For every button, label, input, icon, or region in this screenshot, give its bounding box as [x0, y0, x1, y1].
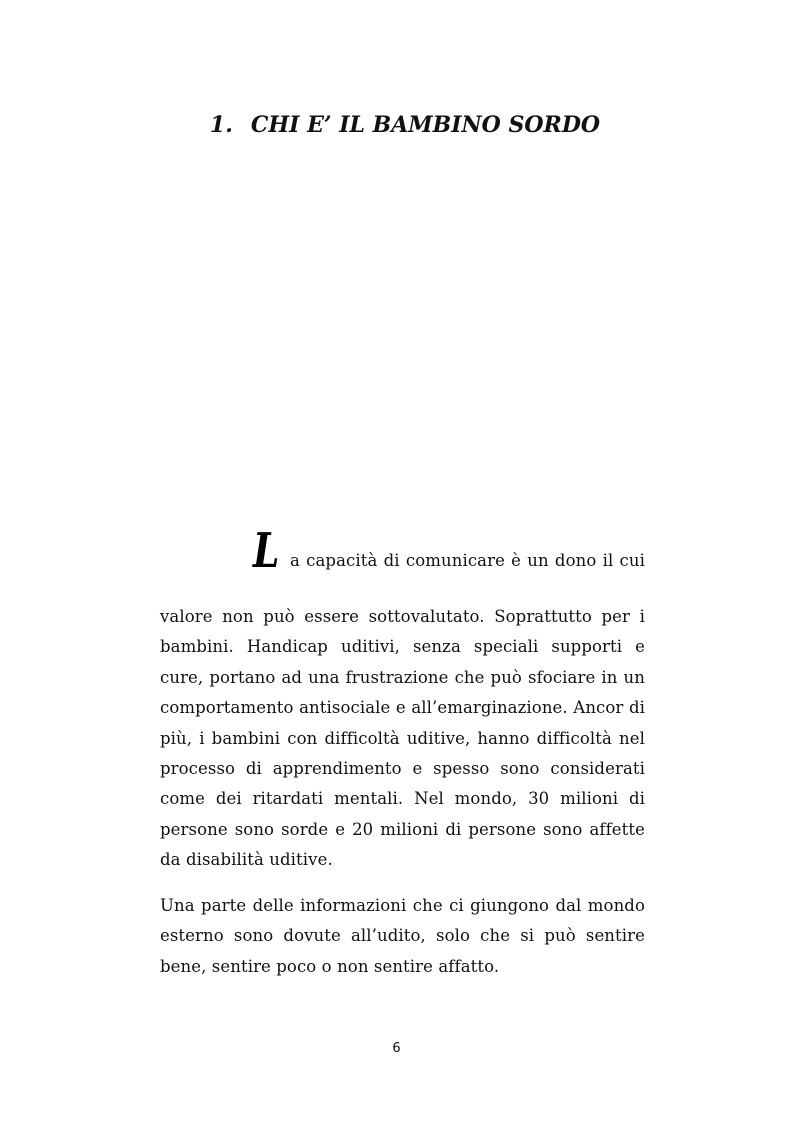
page-number: 6 — [392, 1041, 401, 1056]
paragraph-line: come dei ritardati mentali. Nel mondo, 30 milioni di — [160, 789, 645, 809]
paragraph-line: bambini. Handicap uditivi, senza speciali supporti e — [160, 637, 645, 657]
paragraph-2 — [160, 891, 645, 982]
chapter-number: 1. — [209, 112, 233, 138]
chapter-title-text: CHI E’ IL BAMBINO SORDO — [250, 112, 601, 138]
paragraph-line: cure, portano ad una frustrazione che può sfociare in un — [160, 667, 645, 687]
paragraph-1 — [160, 602, 645, 876]
chapter-title — [0, 112, 793, 138]
paragraph-line: esterno sono dovute all’udito, solo che si può sentire — [160, 926, 645, 946]
intro-first-line-text: a capacità di comunicare è un dono il cui — [290, 551, 645, 570]
drop-cap-letter: L — [253, 523, 280, 579]
paragraph-line: Una parte delle informazioni che ci giungono dal mondo — [160, 896, 645, 915]
paragraph-line: persone sono sorde e 20 milioni di persone sono affette — [160, 819, 645, 839]
paragraph-line: più, i bambini con difficoltà uditive, hanno difficoltà nel — [160, 728, 645, 748]
paragraph-line: da disabilità uditive. — [160, 850, 333, 870]
paragraph-line: processo di apprendimento e spesso sono considerati — [160, 758, 645, 778]
paragraph-line: valore non può essere sottovalutato. Soprattutto per i — [160, 607, 645, 626]
paragraph-line: comportamento antisociale e all’emarginazione. Ancor di — [160, 698, 645, 718]
paragraph-line: bene, sentire poco o non sentire affatto. — [160, 956, 500, 976]
intro-first-line — [160, 523, 645, 579]
